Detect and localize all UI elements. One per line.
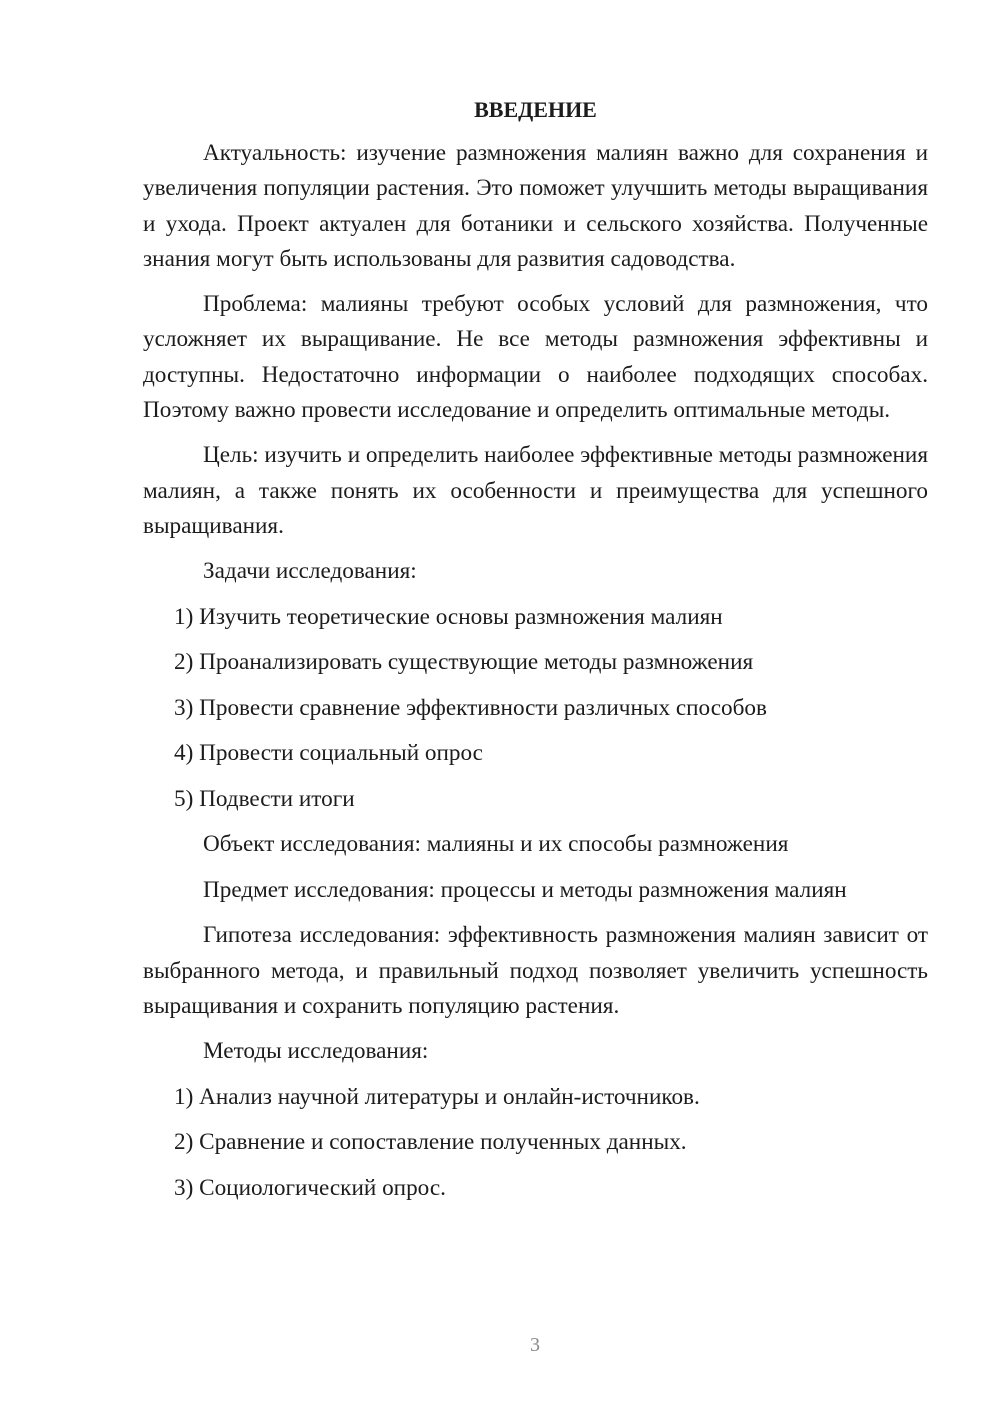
page-number: 3 <box>530 1334 540 1356</box>
goal-paragraph: Цель: изучить и определить наиболее эффективные методы размножения малиян, а также понять их особенности и преимущества для успешного выращивания. <box>143 442 928 539</box>
methods-heading: Методы исследования: <box>203 1038 429 1065</box>
task-item: 1) Изучить теоретические основы размножения малиян <box>174 603 723 630</box>
task-item: 3) Провести сравнение эффективности различных способов <box>174 694 767 721</box>
task-item: 4) Провести социальный опрос <box>174 740 483 767</box>
page-title: ВВЕДЕНИЕ <box>474 97 597 122</box>
research-object: Объект исследования: малияны и их способы размножения <box>203 831 789 858</box>
tasks-heading: Задачи исследования: <box>203 558 417 585</box>
page-content <box>143 94 928 1216</box>
hypothesis-paragraph: Гипотеза исследования: эффективность размножения малиян зависит от выбранного метода, и правильный подход позволяет увеличить успешность выращивания и сохранить популяцию растения. <box>143 922 928 1019</box>
task-item: 5) Подвести итоги <box>174 785 355 812</box>
relevance-paragraph: Актуальность: изучение размножения малиян важно для сохранения и увеличения популяции растения. Это поможет улучшить методы выращивания и ухода. Проект актуален для ботаники и сельского хозяйства. Полученные знания могут быть использованы для развития садоводства. <box>143 140 928 272</box>
method-item: 2) Сравнение и сопоставление полученных данных. <box>174 1129 687 1156</box>
problem-paragraph: Проблема: малияны требуют особых условий для размножения, что усложняет их выращивание. Не все методы размножения эффективны и доступны. Недостаточно информации о наиболее подходящих способах. Поэтому важно провести исследование и определить оптимальные методы. <box>143 291 928 424</box>
method-item: 1) Анализ научной литературы и онлайн-источников. <box>174 1083 700 1110</box>
task-item: 2) Проанализировать существующие методы размножения <box>174 649 754 676</box>
research-subject: Предмет исследования: процессы и методы размножения малиян <box>203 876 847 903</box>
method-item: 3) Социологический опрос. <box>174 1174 446 1201</box>
